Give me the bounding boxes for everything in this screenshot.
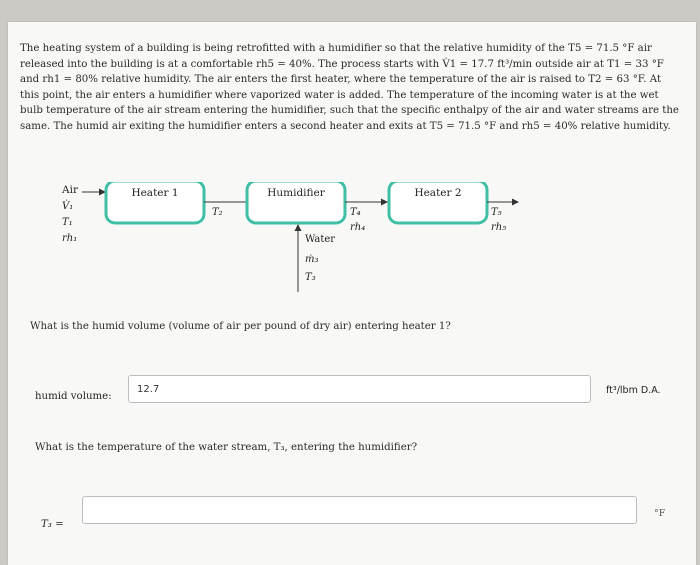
water-temp-answer-label: T₃ = bbox=[41, 519, 64, 530]
inlet-rh-label: rh₁ bbox=[62, 233, 78, 244]
question-2-prompt: What is the temperature of the water stream, T₃, entering the humidifier? bbox=[35, 442, 418, 453]
outlet-temp-label: T₅ bbox=[491, 207, 502, 218]
outlet-rh-label: rh₅ bbox=[491, 222, 507, 233]
water-temp-input[interactable] bbox=[82, 496, 637, 524]
problem-card bbox=[8, 22, 696, 565]
inlet-air-label: Air bbox=[62, 184, 78, 196]
question-1-prompt: What is the humid volume (volume of air per pound of dry air) entering heater 1? bbox=[30, 321, 451, 332]
water-mass-label: ṁ₃ bbox=[305, 254, 319, 265]
water-label: Water bbox=[305, 234, 336, 245]
humid-volume-unit: ft³/lbm D.A. bbox=[606, 385, 661, 396]
heater2-label: Heater 2 bbox=[414, 187, 462, 199]
humidifier-label: Humidifier bbox=[267, 187, 325, 199]
humid-volume-input[interactable] bbox=[128, 375, 591, 403]
water-temp-unit: °F bbox=[654, 508, 666, 519]
stream2-label: T₂ bbox=[212, 207, 223, 218]
humid-volume-label: humid volume: bbox=[35, 391, 112, 402]
inlet-temp-label: T₁ bbox=[62, 217, 73, 228]
water-temp-label: T₃ bbox=[305, 272, 316, 283]
stream4-rh-label: rh₄ bbox=[350, 222, 366, 233]
inlet-flow-label: V̇₁ bbox=[62, 201, 74, 212]
process-diagram bbox=[48, 182, 548, 312]
problem-statement: The heating system of a building is being retrofitted with a humidifier so that the relative humidity of the T5 = 71.5 °F air released into the building is at a comfortable rh5 = 40%. The process starts with V̇1 = 17.7 ft³/min outside air at T1 = 33 °F and rh1 = 80% relative humidity. The air enters the first heater, where the temperature of the air is raised to T2 = 63 °F. At this point, the air enters a humidifier where vaporized water is added. The temperature of the incoming water is at the wet bulb temperature of the air stream entering the humidifier, such that the specific enthalpy of the air and water streams are the same. The humid air exiting the humidifier enters a second heater and exits at T5 = 71.5 °F and rh5 = 40% relative humidity. bbox=[20, 43, 679, 132]
stream4-temp-label: T₄ bbox=[350, 207, 361, 218]
heater1-label: Heater 1 bbox=[131, 187, 179, 199]
